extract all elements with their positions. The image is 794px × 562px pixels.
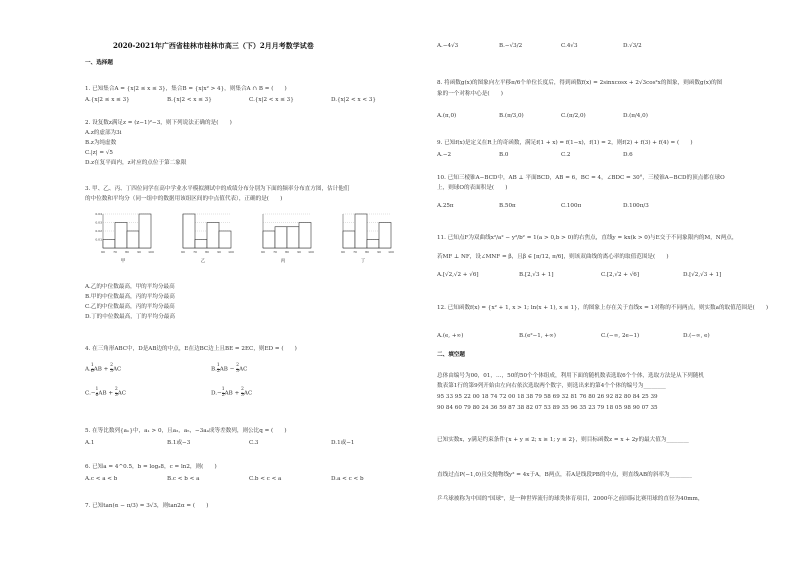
q1-a: A.{x|2 ≤ x ≤ 3} [85,97,130,103]
x-tick-label: 80 [285,250,289,254]
histogram-bar [379,223,391,249]
histogram-bar [275,227,287,248]
q2-a: A.z的虚部为3i [85,130,122,136]
q12-line1: 12. 已知函数f(x) = {x² + 1, x > 1; ln(x + 1), x ≤ 1}，的图象上存在关于直线x = 1对称的不同两点，则实数a的取值范围是( ) [437,305,769,311]
q4: 4. 在三角形ABC中，D是AB边的中点，E在边BC边上且BE = 2EC，则ED = ( ) [85,346,297,352]
q15: 直线过点P(−1,0)且交抛物线y² = 4x于A，B两点，若A是线段PB的中点，则直线AB的斜率为________ [437,472,692,478]
histogram-bar [195,240,207,249]
histogram-bar [183,214,195,248]
q8-c: C.(π/2,0) [561,113,586,119]
x-tick-label: 60 [181,250,185,254]
histogram-label: 甲 [120,259,126,264]
q11-d: D.[√2,√3 + 1] [683,272,722,278]
q4-d: D.− $\frac{1}{2}$ AB + $\frac{2}{3}$ AC [211,387,253,398]
q5-b: B.1或−3 [167,440,191,446]
histogram-4 [333,212,393,264]
x-tick-label: 90 [217,250,221,254]
q10-b: B.50π [499,203,516,209]
right-column [437,0,767,562]
q12-c: C.(−∞, 2e−1) [601,333,640,339]
q12-b: B.(e²−1, +∞) [519,333,556,339]
q11-a: A.[√2,√2 + √6] [437,272,479,278]
x-tick-label: 70 [273,250,277,254]
histogram-label: 乙 [200,259,206,264]
histogram-3 [253,212,313,264]
q7: 7. 已知tan(α − π/3) = 3√3，则tan2α = ( ) [85,503,209,509]
q13-line2: 数表第1行的第9列开始由左向右依次选取两个数字，则选出来的第4个个体的编号为________ [437,383,666,389]
histogram-bar [103,240,115,249]
section-choice: 一、选择题 [85,60,113,66]
q8-b: B.(π/3,0) [499,113,524,119]
q8-line2: 象的一个对称中心是( ) [437,91,503,97]
page-title: 2020-2021年广西省桂林市桂林市高三（下）2月月考数学试卷 [113,41,314,50]
q8-d: D.(π/4,0) [623,113,648,119]
left-column [85,0,415,562]
q9-a: A.−2 [437,152,452,158]
q9-c: C.2 [561,152,571,158]
q5-a: A.1 [85,440,95,446]
x-tick-label: 60 [261,250,265,254]
q2: 2. 设复数z满足z = (z−1)²−3，则下列说法正确的是( ) [85,120,232,126]
q12-d: D.(−∞, e) [683,333,710,339]
q8-a: A.(π,0) [437,113,457,119]
q9: 9. 已知f(x)是定义在R上的奇函数，满足f(1 + x) = f(1−x)，f(1) = 2，则f(2) + f(3) + f(4) = ( ) [437,140,693,146]
x-tick-label: 100 [228,250,234,254]
histogram-bar [127,231,139,248]
q7-d: D.√3/2 [623,43,642,49]
q10-c: C.100π [561,203,582,209]
x-tick-label: 70 [193,250,197,254]
q2-d: D.z在复平面内，z对应的点位于第二象限 [85,160,187,166]
q7-c: C.4√3 [561,43,578,49]
q7-a: A.−4√3 [437,43,459,49]
q11-b: B.[2,√3 + 1] [519,272,554,278]
q3-line1: 3. 甲、乙、丙、丁四位同学在高中学业水平模拟测试中的成绩分布分别为下面的频率分布直方图，估计他们 [85,186,350,192]
q6-a: A.c < a < b [85,476,118,482]
histograms [93,212,413,268]
histogram-bar [219,231,231,248]
q3-a: A.乙的中位数最高，甲的平均分最高 [85,284,175,290]
histogram-label: 丁 [360,259,366,264]
q4-b: B. $\frac{1}{2}$ AB − $\frac{2}{3}$ AC [211,363,248,374]
x-tick-label: 70 [113,250,117,254]
y-tick-label: 0.02 [95,229,102,233]
histogram-bar [139,214,151,248]
q10-line2: 上，则球O的表面积是( ) [437,185,508,191]
q16: 乒乓球被称为中国的"国球"，是一种世界流行的球类体育项目，2000年之前国际比赛用球的直径为40mm， [437,496,704,502]
q4-a: A. $\frac{1}{6}$ AB + $\frac{2}{3}$ AC [85,363,122,374]
q5-c: C.3 [249,440,259,446]
q6-d: D.a < c < b [331,476,364,482]
q2-c: C.|z| = √5 [85,150,113,156]
q6-b: B.c < b < a [167,476,200,482]
q8-line1: 8. 将函数g(x)的图象向左平移π/6个单位长度后，得到函数f(x) = 2sinxcosx + 2√3cos²x的图象，则函数g(x)的图 [437,80,723,86]
q2-b: B.z为纯虚数 [85,140,117,146]
q12-a: A.(e, +∞) [437,333,464,339]
section-fill: 二、填空题 [437,352,465,358]
y-tick-label: 0.03 [95,220,102,225]
x-tick-label: 90 [377,250,381,254]
histogram-bar [207,223,219,249]
x-tick-label: 80 [205,250,209,254]
q6: 6. 已知a = 4^0.5，b = log₃8，c = ln2，则( ) [85,464,217,470]
q4-c: C.− $\frac{1}{6}$ AB + $\frac{2}{3}$ AC [85,387,127,398]
q9-d: D.6 [623,152,633,158]
q9-b: B.0 [499,152,509,158]
x-tick-label: 90 [297,250,301,254]
histogram-bar [263,231,275,248]
x-tick-label: 80 [125,250,129,254]
x-tick-label: 90 [137,250,141,254]
x-tick-label: 100 [388,250,394,254]
histogram-bar [299,223,311,249]
q11-line1: 11. 已知点F为双曲线x²/a² − y²/b² = 1(a > 0,b > 0)的右焦点，直线y = kx(k > 0)与E交于不同象限内的M，N两点， [437,235,738,241]
q13-line3: 95 33 95 22 00 18 74 72 00 18 38 79 58 69 32 81 76 80 26 92 82 80 84 25 39 [437,394,658,400]
q13-line4: 90 84 60 79 80 24 36 59 87 38 82 07 53 89 35 96 35 23 79 18 05 98 90 07 35 [437,405,658,411]
q1-d: D.{x|2 < x < 3} [331,97,376,103]
x-tick-label: 100 [308,250,314,254]
q5: 5. 在等比数列{aₙ}中，a₁ > 0，且a₃，a₅，−3a₄成等差数列，则公比q = ( ) [85,428,287,434]
q11-c: C.[2,√2 + √6] [601,272,640,278]
q3-d: D.丁的中位数最高，丁的平均分最高 [85,314,175,320]
q11-line2: 若MF ⊥ NF，设∠MNF = β，且β ∈ [π/12, π/6]，则该双曲线的离心率的取值范围是( ) [437,254,669,260]
q5-d: D.1或−1 [331,440,355,446]
q3-c: C.乙的中位数最高，丙的平均分最高 [85,304,175,310]
q14: 已知实数x，y满足约束条件{x + y ≤ 2; x ≥ 1; y ≤ 2}，则目标函数z = x + 2y的最大值为________ [437,437,689,443]
histogram-bar [355,214,367,248]
q1: 1. 已知集合A = {x|2 ≤ x ≤ 3}，集合B = {x|x² > 4}，则集合A ∩ B = ( ) [85,86,287,92]
y-tick-label: 0.01 [95,237,102,242]
q10-line1: 10. 已知三棱锥A−BCD中，AB ⊥ 平面BCD，AB = 6，BC = 4，∠BDC = 30°，三棱锥A−BCD的顶点都在球O [437,175,725,181]
q3-b: B.甲的中位数最高，丙的平均分最高 [85,294,175,300]
q1-b: B.{x|2 < x ≤ 3} [167,97,212,103]
histogram-bar [367,240,379,249]
histogram-1 [93,212,153,264]
histogram-bar [287,227,299,248]
q7-b: B.−√3/2 [499,43,523,49]
q10-d: D.100π/3 [623,203,649,209]
q6-c: C.b < c < a [249,476,282,482]
q3-line2: 的中位数和平均分（同一组中的数据用该组区间的中点值代表），正确的是( ) [85,196,283,202]
q1-c: C.{x|2 < x ≤ 3} [249,97,294,103]
x-tick-label: 80 [365,250,369,254]
y-tick-label: 0.04 [95,212,102,216]
x-tick-label: 100 [148,250,154,254]
x-tick-label: 60 [341,250,345,254]
x-tick-label: 70 [353,250,357,254]
histogram-2 [173,212,233,264]
histogram-bar [343,231,355,248]
q10-a: A.25π [437,203,454,209]
histogram-label: 丙 [280,259,286,264]
x-tick-label: 60 [101,250,105,254]
q13-line1: 总体由编号为00，01，…，50的50个个体组成，利用下面的随机数表选取6个个体，选取方法是从下列随机 [437,373,704,379]
histogram-bar [115,223,127,249]
